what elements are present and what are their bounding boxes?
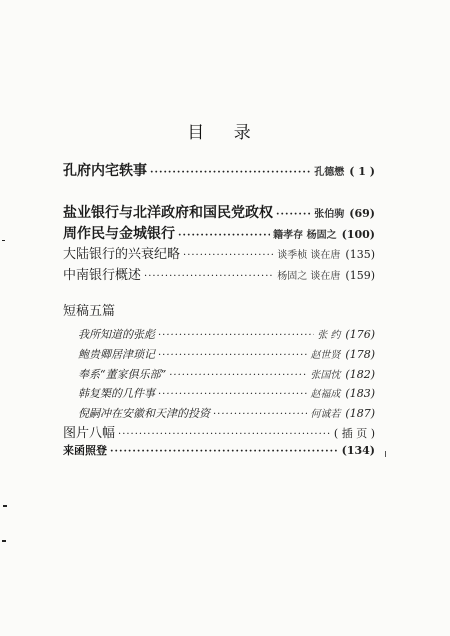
leader-dots	[213, 409, 307, 420]
entry-title: 周作民与金城银行	[63, 226, 175, 242]
toc-subentry	[78, 366, 375, 382]
toc-entry	[63, 422, 375, 441]
entry-title: 大陆银行的兴衰纪略	[63, 247, 181, 262]
leader-dots	[144, 271, 274, 282]
entry-title: 图片八幅	[63, 426, 116, 441]
entry-title: 孔府内宅轶事	[63, 163, 147, 179]
leader-dots	[158, 389, 307, 400]
entry-page: (183)	[345, 387, 375, 400]
entry-title: 盐业银行与北洋政府和国民党政权	[63, 205, 273, 221]
entry-page: (178)	[345, 348, 375, 361]
entry-title: 中南银行概述	[63, 268, 142, 283]
scan-mark	[3, 505, 7, 507]
entry-author: 赵世贤	[310, 350, 341, 361]
leader-dots	[178, 230, 270, 241]
entry-title: 韩复榘的几件事	[78, 387, 155, 400]
section-heading: 短稿五篇	[63, 304, 116, 319]
toc-entry	[63, 160, 375, 180]
toc-subentry	[78, 405, 375, 421]
entry-author: 赵福成	[310, 389, 341, 400]
leader-dots	[276, 209, 311, 220]
page-title: 目 录	[187, 123, 263, 143]
entry-title: 倪嗣冲在安徽和天津的投资	[78, 407, 210, 420]
leader-dots	[183, 250, 274, 261]
scan-mark	[2, 540, 6, 542]
entry-title: 鲍贵卿居津琐记	[78, 348, 155, 361]
leader-dots	[158, 350, 307, 361]
entry-page: (159)	[345, 269, 375, 282]
entry-page: (69)	[349, 207, 375, 220]
leader-dots	[150, 167, 311, 178]
entry-page: (176)	[345, 328, 375, 341]
entry-page: ( 1 )	[349, 165, 375, 178]
entry-author: 何诚若	[310, 409, 341, 420]
entry-author: 张国忱	[310, 370, 341, 381]
scan-mark	[385, 451, 386, 457]
toc-entry	[63, 202, 375, 222]
entry-author: 谈季桢 谈在唐	[277, 250, 341, 261]
entry-page: (187)	[345, 407, 375, 420]
entry-page: ( 插 页 )	[333, 427, 375, 440]
toc-entry	[63, 264, 375, 283]
scan-mark	[2, 240, 5, 241]
toc-subentry	[78, 346, 375, 362]
leader-dots	[169, 370, 307, 381]
leader-dots	[158, 330, 314, 341]
entry-title: 来函照登	[63, 444, 107, 457]
entry-page: (135)	[345, 248, 375, 261]
toc-entry	[63, 442, 375, 458]
leader-dots	[110, 446, 339, 457]
toc-subentry	[78, 326, 375, 342]
entry-page: (134)	[341, 444, 375, 457]
entry-title: 奉系“董家俱乐部”	[78, 368, 167, 381]
toc-entry	[63, 223, 375, 243]
entry-page: (182)	[345, 368, 375, 381]
entry-author: 籍孝存 杨固之	[273, 230, 337, 241]
entry-author: 张伯驹	[314, 209, 345, 220]
entry-author: 杨固之 谈在唐	[277, 271, 341, 282]
leader-dots	[118, 429, 331, 440]
entry-author: 孔德懋	[314, 167, 345, 178]
toc-subentry	[78, 385, 375, 401]
entry-title: 我所知道的张彪	[78, 328, 155, 341]
entry-page: (100)	[341, 228, 375, 241]
toc-entry	[63, 243, 375, 262]
entry-author: 张 约	[317, 330, 341, 341]
